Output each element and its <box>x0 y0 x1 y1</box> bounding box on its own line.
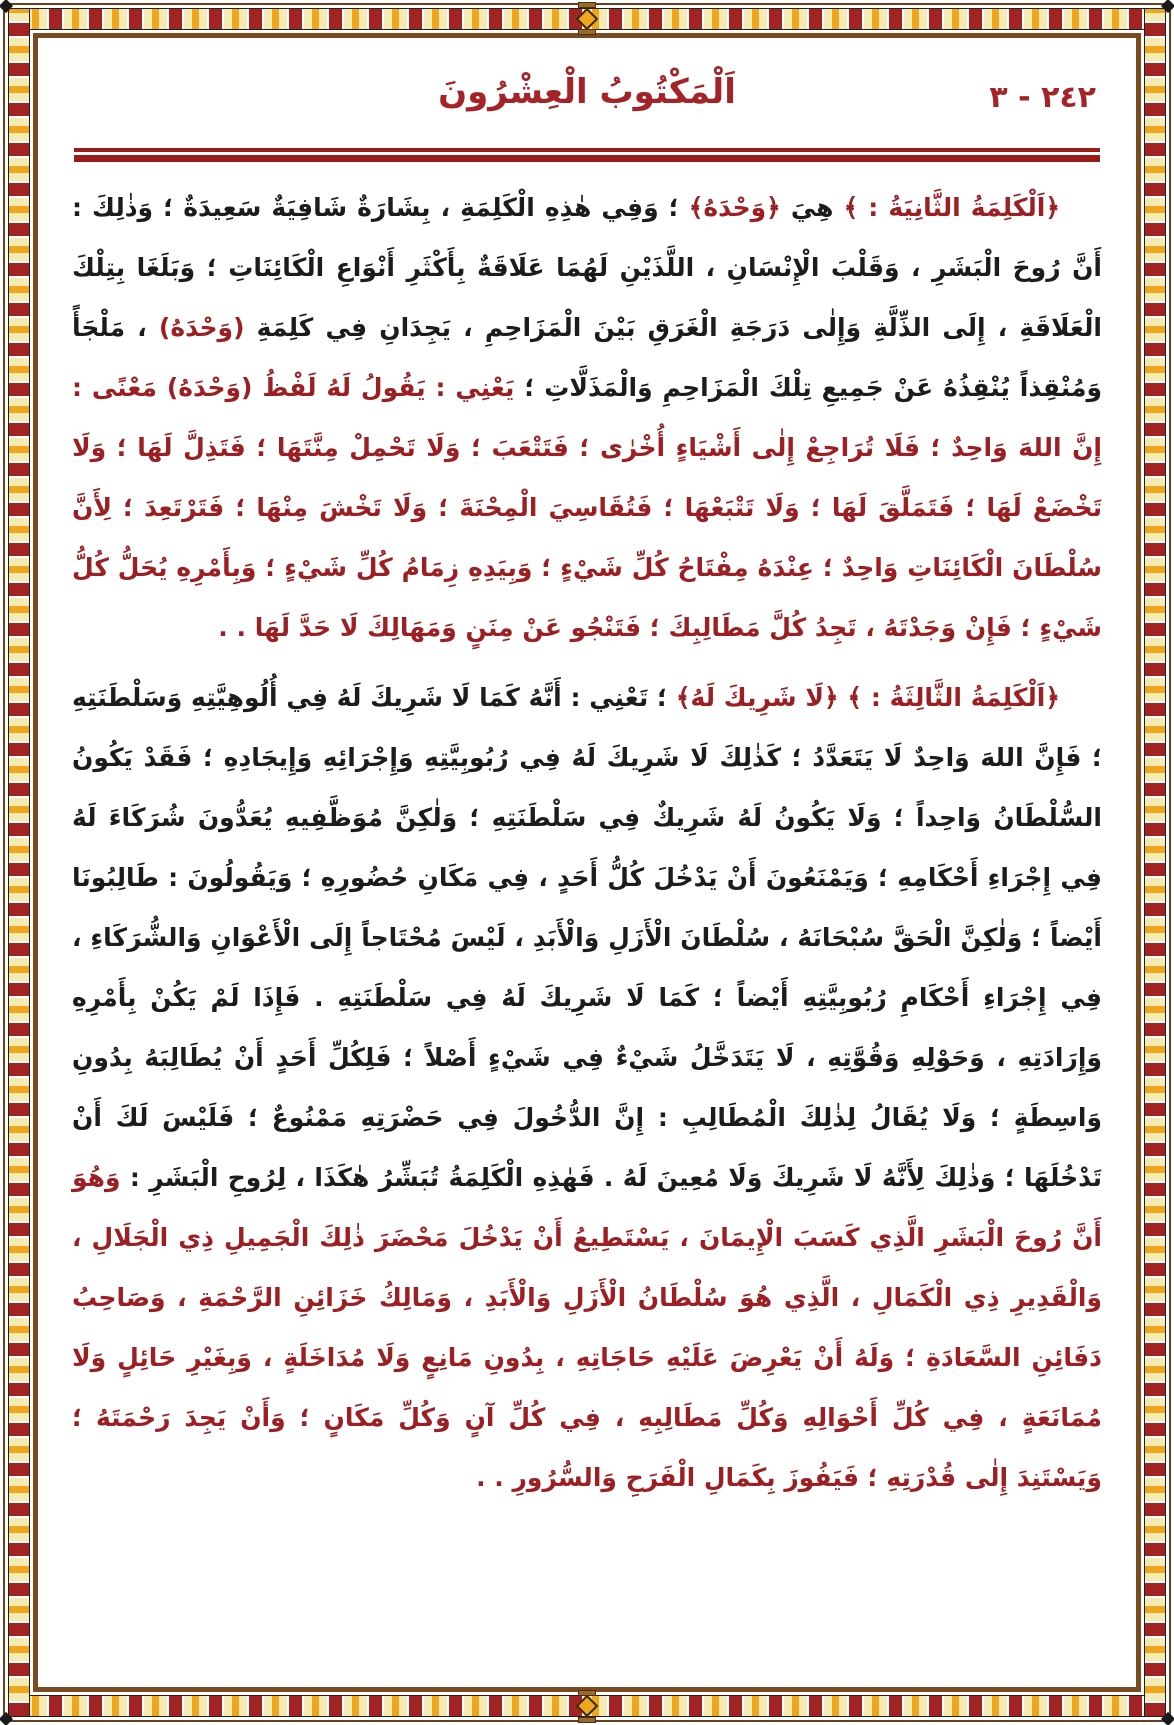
border-corner-hook-icon <box>0 1712 13 1725</box>
paragraph-second-word <box>72 178 1102 658</box>
border-corner-hook-icon <box>1161 1712 1174 1725</box>
text-segment-black: ، مَلْجَأً وَمُنْقِذاً يُنْقِذُهُ عَنْ جَمِيعِ تِلْكَ الْمَزَاحِمِ وَالْمَذَلَّاتِ ؛ <box>72 313 1103 402</box>
text-segment-red: وَهُوَ أَنَّ رُوحَ الْبَشَرِ الَّذِي كَسَبَ الْإِيمَانَ ، يَسْتَطِيعُ أَنْ يَدْخُلَ مَحْضَرَ ذٰلِكَ الْجَمِيلِ ذِي الْجَلَالِ ، وَالْقَدِيرِ ذِي الْكَمَالِ ، الَّذِي هُوَ سُلْطَانُ الْأَزَلِ وَالْأَبَدِ ، وَمَالِكُ خَزَائِنِ الرَّحْمَةِ ، وَصَاحِبُ دَفَائِنِ السَّعَادَةِ ؛ وَلَهُ أَنْ يَعْرِضَ عَلَيْهِ حَاجَاتِهِ ، بِدُونِ مَانِعٍ وَلَا مُدَاخَلَةٍ ، وَبِغَيْرِ حَائِلٍ وَلَا مُمَانَعَةٍ ، فِي كُلِّ أَحْوَالِهِ وَكُلِّ مَطَالِبِهِ ، فِي كُلِّ آنٍ وَكُلِّ مَكَانٍ ؛ وَأَنْ يَجِدَ رَحْمَتَهُ ؛ وَيَسْتَنِدَ إِلٰى قُدْرَتِهِ ؛ فَيَفُوزَ بِكَمَالِ الْفَرَحِ وَالسُّرُورِ . . <box>72 1163 1102 1492</box>
border-center-diamond-icon <box>576 8 599 31</box>
page-title: اَلْمَكْتُوبُ الْعِشْرُونَ <box>438 72 736 112</box>
border-corner-hook-icon <box>0 0 13 13</box>
text-segment-red: ﴿اَلْكَلِمَةُ الثَّانِيَةُ : ﴾ <box>843 193 1060 222</box>
text-segment-black: ؛ تَعْنِي : أَنَّهُ كَمَا لَا شَرِيكَ لَهُ فِي أُلُوهِيَّتِهِ وَسَلْطَنَتِهِ ؛ فَإِنَّ اللهَ وَاحِدٌ لَا يَتَعَدَّدُ ؛ كَذٰلِكَ لَا شَرِيكَ لَهُ فِي رُبُوبِيَّتِهِ وَإِجْرَائِهِ وَإِيجَادِهِ ؛ فَقَدْ يَكُونُ السُّلْطَانُ وَاحِداً ؛ وَلَا يَكُونُ لَهُ شَرِيكٌ فِي سَلْطَنَتِهِ ؛ وَلٰكِنَّ مُوَظَّفِيهِ يُعَدُّونَ شُرَكَاءَ لَهُ فِي إِجْرَاءِ أَحْكَامِهِ ؛ وَيَمْنَعُونَ أَنْ يَدْخُلَ كُلُّ أَحَدٍ ، فِي مَكَانِ حُضُورِهِ ؛ وَيَقُولُونَ : طَالِبُونَا أَيْضاً ؛ وَلٰكِنَّ الْحَقَّ سُبْحَانَهُ ، سُلْطَانَ الْأَزَلِ وَالْأَبَدِ ، لَيْسَ مُحْتَاجاً إِلَى الْأَعْوَانِ وَالشُّرَكَاءِ ، فِي إِجْرَاءِ أَحْكَامِ رُبُوبِيَّتِهِ أَيْضاً ؛ كَمَا لَا شَرِيكَ لَهُ فِي سَلْطَنَتِهِ . فَإِذَا لَمْ يَكُنْ بِأَمْرِهِ وَإِرَادَتِهِ ، وَحَوْلِهِ وَقُوَّتِهِ ، لَا يَتَدَخَّلُ شَيْءٌ فِي شَيْءٍ أَصْلاً ؛ فَلِكُلِّ أَحَدٍ أَنْ يُطَالِبَهُ بِدُونِ وَاسِطَةٍ ؛ وَلَا يُقَالُ لِذٰلِكَ الْمُطَالِبِ : إِنَّ الدُّخُولَ فِي حَضْرَتِهِ مَمْنُوعٌ ؛ فَلَيْسَ لَكَ أَنْ تَدْخُلَهَا ؛ وَذٰلِكَ لِأَنَّهُ لَا شَرِيكَ وَلَا مُعِينَ لَهُ . فَهٰذِهِ الْكَلِمَةُ تُبَشِّرُ هٰكَذَا ، لِرُوحِ الْبَشَرِ : <box>72 683 1102 1192</box>
border-center-diamond-icon <box>576 1695 599 1718</box>
text-segment-black: هِيَ <box>780 193 844 222</box>
text-segment-red: يَعْنِي : يَقُولُ لَهُ لَفْظُ (وَحْدَهُ) مَعْنًى : إِنَّ اللهَ وَاحِدٌ ؛ فَلَا تُرَاجِعْ إِلٰى أَشْيَاءٍ أُخْرٰى ؛ فَتَتْعَبَ ؛ وَلَا تَحْمِلْ مِنَّتَهَا ؛ فَتَذِلَّ لَهَا ؛ وَلَا تَخْضَعْ لَهَا ؛ فَتَمَلَّقَ لَهَا ؛ وَلَا تَتْبَعْهَا ؛ فَتُقَاسِيَ الْمِحْنَةَ ؛ وَلَا تَخْشَ مِنْهَا ؛ فَتَرْتَعِدَ ؛ لِأَنَّ سُلْطَانَ الْكَائِنَاتِ وَاحِدٌ ؛ عِنْدَهُ مِفْتَاحُ كُلِّ شَيْءٍ ؛ وَبِيَدِهِ زِمَامُ كُلِّ شَيْءٍ ؛ وَبِأَمْرِهِ يُحَلُّ كُلُّ شَيْءٍ ؛ فَإِنْ وَجَدْتَهُ ، تَجِدُ كُلَّ مَطَالِبِكَ ؛ فَتَنْجُو عَنْ مِنَنٍ وَمَهَالِكَ لَا حَدَّ لَهَا . . <box>72 373 1102 642</box>
paragraph-third-word <box>72 668 1102 1508</box>
text-segment-red: ﴿اَلْكَلِمَةُ الثَّالِثَةُ : ﴾ ﴿لَا شَرِيكَ لَهُ﴾ <box>675 683 1060 712</box>
border-corner-hook-icon <box>1161 0 1174 13</box>
page-header <box>72 72 1102 138</box>
header-divider <box>74 148 1100 162</box>
text-segment-red: ﴿وَحْدَهُ﴾ <box>688 193 781 222</box>
ornamental-border-chain-left <box>8 8 30 1717</box>
page-content <box>38 38 1136 1687</box>
text-segment-black: ؛ وَفِي هٰذِهِ الْكَلِمَةِ ، بِشَارَةٌ شَافِيَةٌ سَعِيدَةٌ ؛ وَذٰلِكَ : أَنَّ رُوحَ الْبَشَرِ ، وَقَلْبَ الْإِنْسَانِ ، اللَّذَيْنِ لَهُمَا عَلَاقَةٌ بِأَكْثَرِ أَنْوَاعِ الْكَائِنَاتِ ؛ وَبَلَغَا بِتِلْكَ الْعَلَاقَةِ ، إِلَى الذِّلَّةِ وَإِلٰى دَرَجَةِ الْغَرَقِ بَيْنَ الْمَزَاحِمِ ، يَجِدَانِ فِي كَلِمَةِ <box>72 193 1102 342</box>
text-body <box>72 178 1102 1508</box>
border-center-tab-icon <box>578 1717 596 1723</box>
text-segment-red: (وَحْدَهُ) <box>158 313 245 342</box>
ornamental-border-chain-right <box>1144 8 1166 1717</box>
page-number: ٢٤٢ - ٣ <box>989 80 1096 115</box>
